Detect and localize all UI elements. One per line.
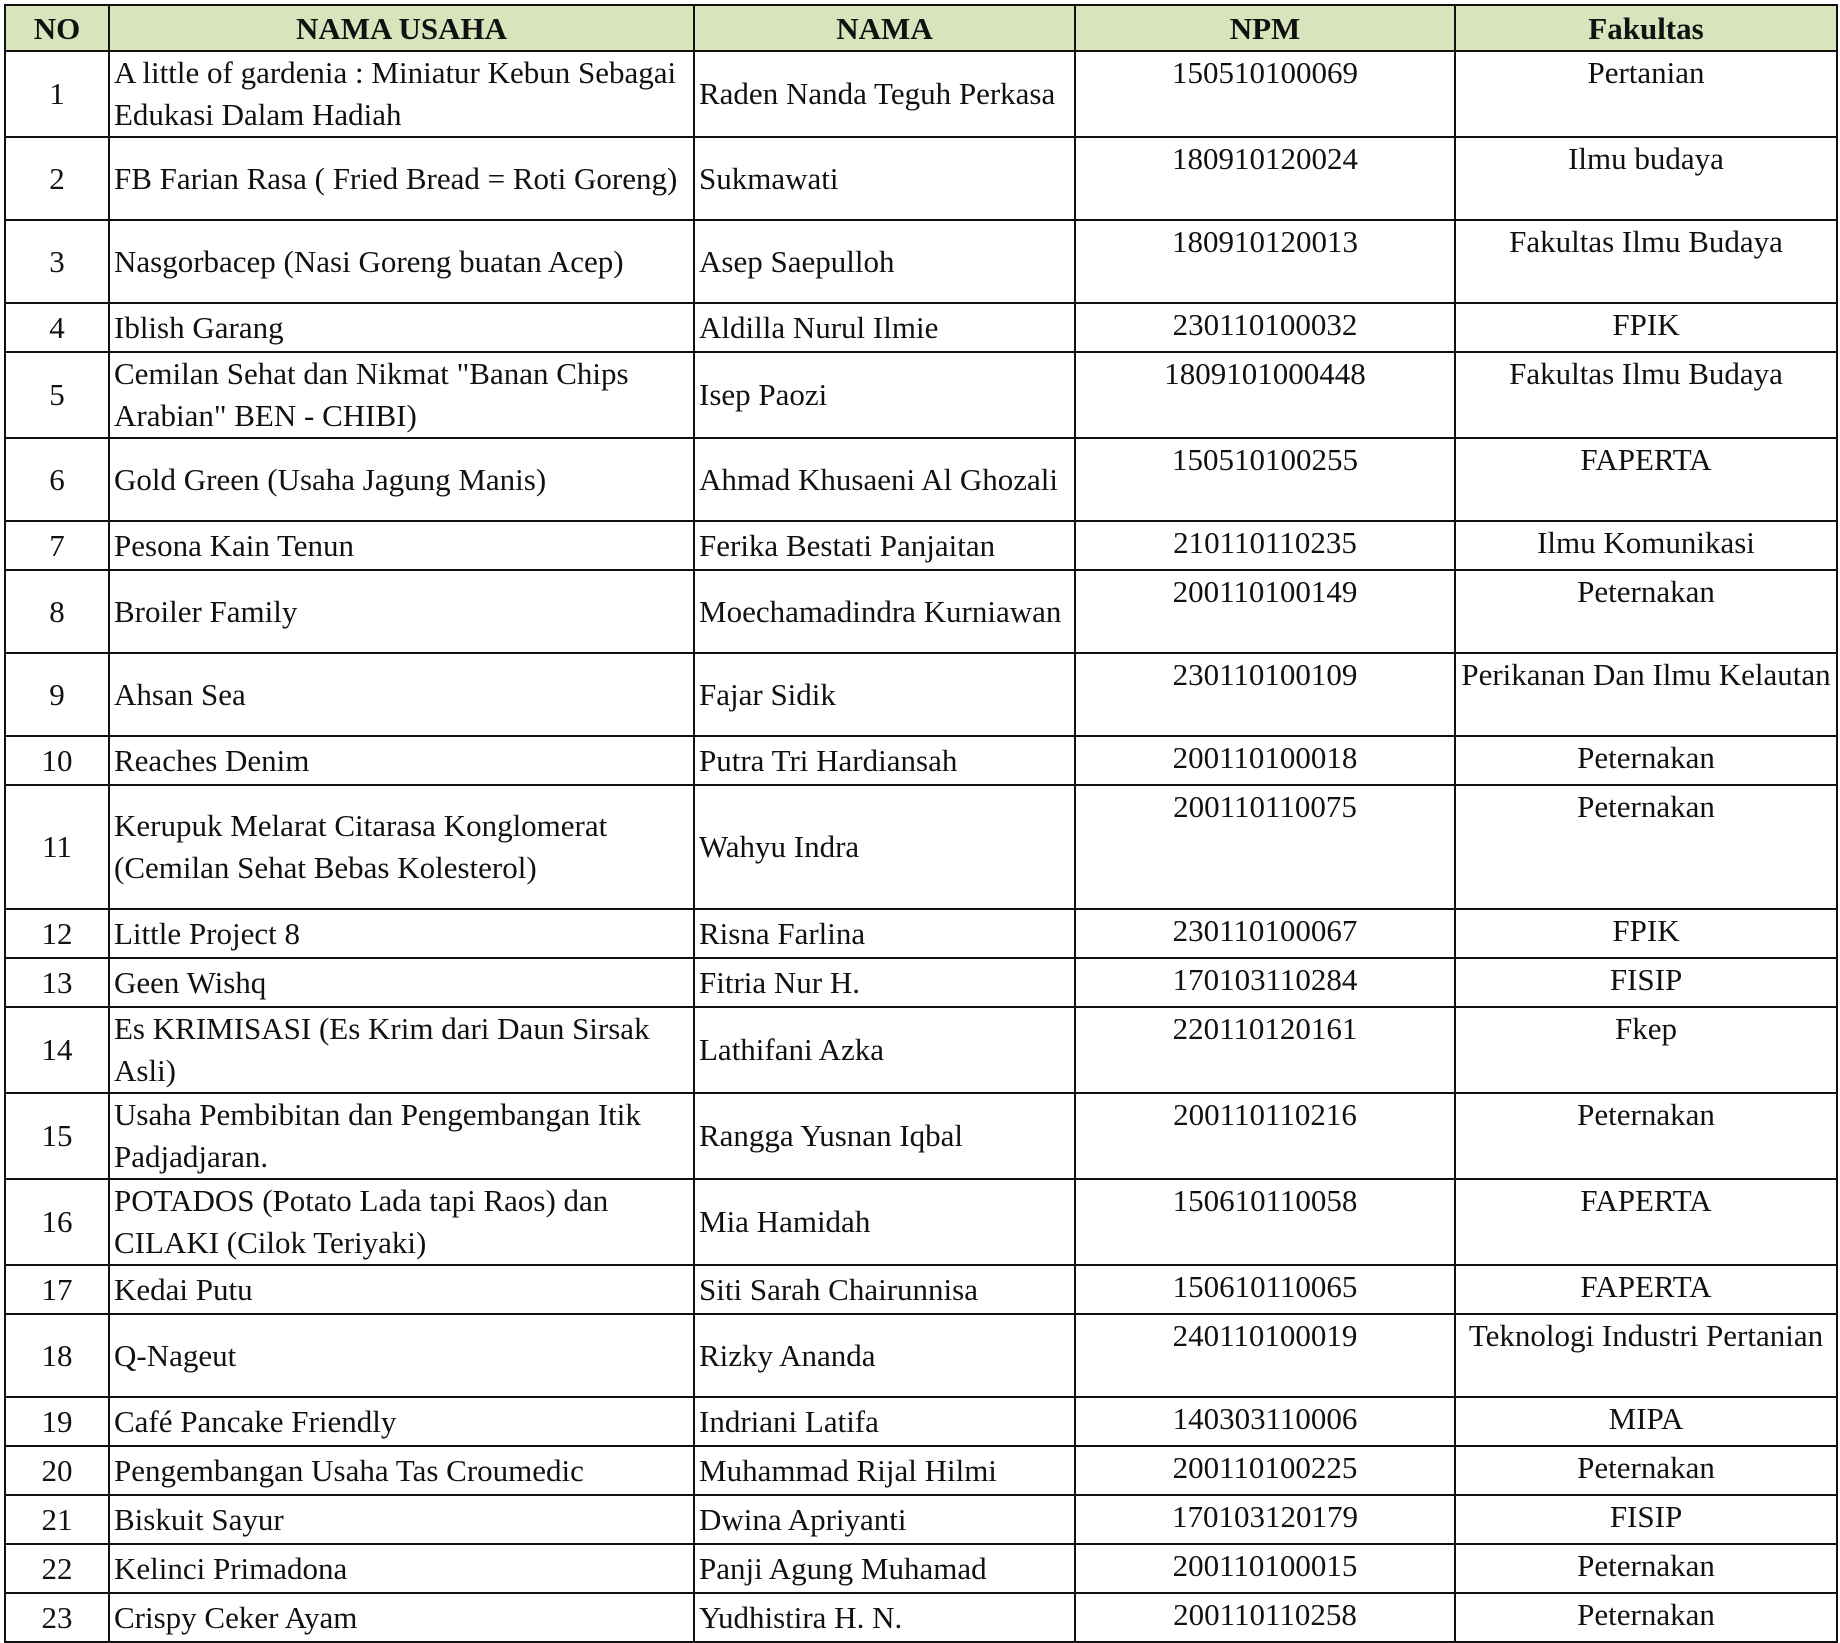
cell-fakultas-text: Fakultas Ilmu Budaya <box>1509 356 1783 391</box>
cell-nama-text: Wahyu Indra <box>699 829 860 864</box>
cell-nama-usaha[interactable] <box>109 438 694 521</box>
cell-nama-usaha-text: Kelinci Primadona <box>114 1550 348 1586</box>
table-row <box>5 1314 1837 1397</box>
cell-nama-usaha[interactable] <box>109 1397 694 1446</box>
cell-no-text: 22 <box>41 1550 73 1586</box>
cell-nama[interactable] <box>694 352 1075 438</box>
cell-nama-usaha[interactable] <box>109 1593 694 1642</box>
table-row <box>5 1265 1837 1314</box>
cell-nama[interactable] <box>694 51 1075 137</box>
cell-nama-usaha[interactable] <box>109 352 694 438</box>
cell-fakultas-text: Peternakan <box>1577 1450 1715 1485</box>
cell-nama-text: Dwina Apriyanti <box>699 1501 907 1537</box>
cell-npm-text: 200110110216 <box>1173 1097 1357 1132</box>
cell-fakultas-text: FPIK <box>1612 913 1680 948</box>
cell-npm[interactable] <box>1075 1314 1455 1397</box>
cell-nama-text: Asep Saepulloh <box>699 243 895 279</box>
cell-no-text: 19 <box>41 1403 73 1439</box>
table-row <box>5 909 1837 958</box>
cell-npm-text: 200110100149 <box>1172 574 1358 609</box>
cell-nama[interactable] <box>694 220 1075 303</box>
cell-nama-text: Fajar Sidik <box>699 676 836 712</box>
cell-nama-usaha[interactable] <box>109 736 694 785</box>
cell-fakultas-text: Peternakan <box>1577 740 1715 775</box>
cell-fakultas-text: FAPERTA <box>1580 442 1712 477</box>
table-row <box>5 352 1837 438</box>
cell-nama-usaha[interactable] <box>109 1007 694 1093</box>
cell-no[interactable] <box>5 570 109 653</box>
table-row <box>5 1007 1837 1093</box>
cell-npm[interactable] <box>1075 785 1455 909</box>
table-row <box>5 303 1837 352</box>
cell-nama-text: Aldilla Nurul Ilmie <box>699 309 939 345</box>
cell-no-text: 13 <box>41 964 73 1000</box>
cell-npm[interactable] <box>1075 1007 1455 1093</box>
cell-no[interactable] <box>5 1093 109 1179</box>
cell-npm[interactable] <box>1075 51 1455 137</box>
cell-nama-text: Risna Farlina <box>699 915 866 951</box>
cell-nama-usaha-text: Biskuit Sayur <box>114 1501 284 1537</box>
cell-fakultas[interactable] <box>1455 1179 1837 1265</box>
table-row <box>5 1093 1837 1179</box>
cell-fakultas[interactable] <box>1455 1397 1837 1446</box>
cell-nama-usaha-text: Nasgorbacep (Nasi Goreng buatan Acep) <box>114 243 624 279</box>
cell-fakultas-text: Fakultas Ilmu Budaya <box>1509 224 1783 259</box>
cell-nama-text: Ferika Bestati Panjaitan <box>699 527 996 563</box>
table-row <box>5 137 1837 220</box>
cell-fakultas-text: MIPA <box>1608 1401 1684 1436</box>
cell-nama[interactable] <box>694 785 1075 909</box>
cell-no[interactable] <box>5 653 109 736</box>
table-row <box>5 1593 1837 1642</box>
cell-fakultas-text: Perikanan Dan Ilmu Kelautan <box>1461 657 1831 692</box>
cell-npm[interactable] <box>1075 1544 1455 1593</box>
cell-nama[interactable] <box>694 653 1075 736</box>
cell-nama-usaha-text: Es KRIMISASI (Es Krim dari Daun Sirsak Asli) <box>114 1011 650 1088</box>
cell-npm-text: 150610110065 <box>1172 1269 1358 1304</box>
cell-fakultas-text: Fkep <box>1615 1011 1677 1046</box>
cell-no[interactable] <box>5 958 109 1007</box>
cell-no[interactable] <box>5 1495 109 1544</box>
cell-no[interactable] <box>5 521 109 570</box>
cell-nama-text: Ahmad Khusaeni Al Ghozali <box>699 461 1059 497</box>
cell-no[interactable] <box>5 1007 109 1093</box>
cell-no[interactable] <box>5 1179 109 1265</box>
cell-nama-usaha-text: Kedai Putu <box>114 1271 253 1307</box>
table-row <box>5 1544 1837 1593</box>
cell-nama-usaha[interactable] <box>109 220 694 303</box>
cell-nama[interactable] <box>694 570 1075 653</box>
cell-nama-usaha[interactable] <box>109 1093 694 1179</box>
cell-fakultas-text: FISIP <box>1609 962 1683 997</box>
cell-fakultas[interactable] <box>1455 1007 1837 1093</box>
cell-nama-usaha-text: Iblish Garang <box>114 309 284 345</box>
cell-no-text: 21 <box>41 1501 73 1537</box>
cell-no-text: 14 <box>41 1032 73 1067</box>
cell-fakultas-text: Peternakan <box>1577 1597 1715 1632</box>
cell-nama-usaha[interactable] <box>109 958 694 1007</box>
header-no[interactable]: NO <box>5 5 109 51</box>
cell-npm[interactable] <box>1075 653 1455 736</box>
table-row <box>5 653 1837 736</box>
cell-fakultas[interactable] <box>1455 51 1837 137</box>
cell-nama[interactable] <box>694 1495 1075 1544</box>
cell-npm-text: 200110100018 <box>1172 740 1358 775</box>
cell-no-text: 10 <box>41 742 73 778</box>
cell-fakultas-text: Peternakan <box>1577 1097 1715 1132</box>
table-row <box>5 1397 1837 1446</box>
cell-npm-text: 180910120013 <box>1172 224 1358 259</box>
cell-npm[interactable] <box>1075 958 1455 1007</box>
cell-no-text: 18 <box>41 1337 73 1373</box>
cell-nama-text: Putra Tri Hardiansah <box>699 742 958 778</box>
table-row <box>5 570 1837 653</box>
cell-no-text: 8 <box>49 593 65 629</box>
cell-nama-usaha[interactable] <box>109 1314 694 1397</box>
cell-nama[interactable] <box>694 736 1075 785</box>
cell-fakultas[interactable] <box>1455 220 1837 303</box>
cell-nama-usaha[interactable] <box>109 1179 694 1265</box>
cell-nama-text: Indriani Latifa <box>699 1403 879 1439</box>
cell-nama-usaha[interactable] <box>109 137 694 220</box>
cell-npm-text: 230110100109 <box>1172 657 1358 692</box>
cell-nama[interactable] <box>694 1093 1075 1179</box>
cell-nama[interactable] <box>694 137 1075 220</box>
cell-nama-usaha[interactable] <box>109 785 694 909</box>
cell-nama-text: Yudhistira H. N. <box>699 1599 903 1635</box>
header-fakultas[interactable]: Fakultas <box>1455 5 1837 51</box>
cell-nama-usaha-text: Gold Green (Usaha Jagung Manis) <box>114 461 547 497</box>
cell-no-text: 4 <box>49 309 65 345</box>
cell-nama-usaha-text: Little Project 8 <box>114 915 300 951</box>
cell-nama-usaha[interactable] <box>109 570 694 653</box>
cell-nama-text: Fitria Nur H. <box>699 964 861 1000</box>
cell-npm[interactable] <box>1075 1593 1455 1642</box>
cell-no[interactable] <box>5 785 109 909</box>
cell-nama-text: Moechamadindra Kurniawan <box>699 593 1062 629</box>
cell-nama-usaha[interactable] <box>109 1446 694 1495</box>
cell-npm[interactable] <box>1075 1495 1455 1544</box>
cell-npm-text: 200110110075 <box>1173 789 1357 824</box>
cell-no-text: 11 <box>42 829 72 864</box>
cell-npm[interactable] <box>1075 909 1455 958</box>
header-npm[interactable]: NPM <box>1075 5 1455 51</box>
cell-fakultas[interactable] <box>1455 303 1837 352</box>
cell-fakultas-text: Peternakan <box>1577 574 1715 609</box>
cell-nama-usaha-text: Cemilan Sehat dan Nikmat "Banan Chips Arabian" BEN - CHIBI) <box>114 356 629 433</box>
cell-nama[interactable] <box>694 303 1075 352</box>
cell-nama[interactable] <box>694 1179 1075 1265</box>
header-row <box>5 5 1837 51</box>
cell-fakultas[interactable] <box>1455 137 1837 220</box>
cell-fakultas-text: Ilmu Komunikasi <box>1537 525 1755 560</box>
cell-no-text: 23 <box>41 1599 73 1635</box>
cell-nama[interactable] <box>694 1314 1075 1397</box>
cell-npm-text: 210110110235 <box>1173 525 1357 560</box>
cell-npm[interactable] <box>1075 570 1455 653</box>
cell-npm-text: 140303110006 <box>1172 1401 1358 1436</box>
header-nama[interactable]: NAMA <box>694 5 1075 51</box>
cell-npm[interactable] <box>1075 1397 1455 1446</box>
cell-no[interactable] <box>5 1446 109 1495</box>
cell-nama-text: Isep Paozi <box>699 377 828 412</box>
cell-nama-text: Panji Agung Muhamad <box>699 1550 987 1586</box>
cell-nama[interactable] <box>694 1544 1075 1593</box>
cell-nama-text: Rangga Yusnan Iqbal <box>699 1118 964 1153</box>
cell-nama[interactable] <box>694 438 1075 521</box>
cell-fakultas[interactable] <box>1455 1093 1837 1179</box>
cell-nama-text: Siti Sarah Chairunnisa <box>699 1271 978 1307</box>
cell-no[interactable] <box>5 438 109 521</box>
cell-nama-text: Raden Nanda Teguh Perkasa <box>699 76 1056 111</box>
cell-nama-text: Rizky Ananda <box>699 1337 876 1373</box>
cell-no[interactable] <box>5 1544 109 1593</box>
cell-npm[interactable] <box>1075 220 1455 303</box>
cell-nama[interactable] <box>694 1397 1075 1446</box>
cell-npm[interactable] <box>1075 1093 1455 1179</box>
cell-nama[interactable] <box>694 909 1075 958</box>
cell-fakultas[interactable] <box>1455 570 1837 653</box>
cell-npm[interactable] <box>1075 1446 1455 1495</box>
cell-nama-usaha[interactable] <box>109 51 694 137</box>
cell-nama-usaha[interactable] <box>109 1265 694 1314</box>
cell-no-text: 17 <box>41 1271 73 1307</box>
cell-nama[interactable] <box>694 1007 1075 1093</box>
cell-nama-text: Sukmawati <box>699 160 839 196</box>
cell-npm[interactable] <box>1075 438 1455 521</box>
cell-npm-text: 200110110258 <box>1173 1597 1357 1632</box>
cell-fakultas-text: Pertanian <box>1587 55 1705 90</box>
cell-nama-text: Mia Hamidah <box>699 1204 871 1239</box>
cell-nama[interactable] <box>694 1593 1075 1642</box>
cell-no-text: 7 <box>49 527 65 563</box>
cell-fakultas[interactable] <box>1455 958 1837 1007</box>
cell-fakultas[interactable] <box>1455 653 1837 736</box>
cell-npm-text: 230110100032 <box>1172 307 1358 342</box>
cell-no[interactable] <box>5 1314 109 1397</box>
cell-no[interactable] <box>5 736 109 785</box>
cell-nama[interactable] <box>694 958 1075 1007</box>
cell-no-text: 5 <box>49 377 65 412</box>
cell-fakultas-text: Teknologi Industri Pertanian <box>1468 1318 1824 1353</box>
cell-fakultas[interactable] <box>1455 438 1837 521</box>
table-row <box>5 1179 1837 1265</box>
cell-nama-usaha-text: Ahsan Sea <box>114 676 246 712</box>
cell-nama-usaha-text: Geen Wishq <box>114 964 267 1000</box>
cell-no-text: 20 <box>41 1452 73 1488</box>
cell-no[interactable] <box>5 1265 109 1314</box>
cell-fakultas[interactable] <box>1455 909 1837 958</box>
table-row <box>5 958 1837 1007</box>
cell-npm[interactable] <box>1075 1265 1455 1314</box>
cell-fakultas[interactable] <box>1455 736 1837 785</box>
cell-fakultas-text: FAPERTA <box>1580 1183 1712 1218</box>
cell-nama[interactable] <box>694 521 1075 570</box>
cell-fakultas[interactable] <box>1455 1265 1837 1314</box>
cell-no-text: 16 <box>41 1204 73 1239</box>
cell-fakultas[interactable] <box>1455 1495 1837 1544</box>
cell-fakultas[interactable] <box>1455 1314 1837 1397</box>
cell-fakultas-text: Ilmu budaya <box>1568 141 1724 176</box>
cell-npm-text: 200110100015 <box>1172 1548 1358 1583</box>
cell-npm-text: 180910120024 <box>1172 141 1358 176</box>
table-row <box>5 1495 1837 1544</box>
table-row <box>5 785 1837 909</box>
cell-no-text: 3 <box>49 243 65 279</box>
cell-nama-usaha[interactable] <box>109 303 694 352</box>
cell-fakultas-text: FISIP <box>1609 1499 1683 1534</box>
cell-nama-usaha-text: Café Pancake Friendly <box>114 1403 397 1439</box>
cell-npm-text: 200110100225 <box>1172 1450 1358 1485</box>
cell-nama-usaha[interactable] <box>109 1495 694 1544</box>
header-nama-usaha[interactable]: NAMA USAHA <box>109 5 694 51</box>
cell-npm-text: 150510100069 <box>1172 55 1358 90</box>
cell-no[interactable] <box>5 352 109 438</box>
cell-npm-text: 220110120161 <box>1172 1011 1358 1046</box>
cell-no[interactable] <box>5 303 109 352</box>
cell-nama-usaha[interactable] <box>109 521 694 570</box>
cell-no[interactable] <box>5 1397 109 1446</box>
cell-no[interactable] <box>5 220 109 303</box>
cell-fakultas-text: Peternakan <box>1577 1548 1715 1583</box>
cell-no[interactable] <box>5 51 109 137</box>
table-row <box>5 438 1837 521</box>
cell-fakultas[interactable] <box>1455 785 1837 909</box>
cell-nama-usaha-text: A little of gardenia : Miniatur Kebun Sebagai Edukasi Dalam Hadiah <box>114 55 677 132</box>
cell-fakultas-text: FAPERTA <box>1580 1269 1712 1304</box>
cell-fakultas[interactable] <box>1455 1544 1837 1593</box>
cell-no[interactable] <box>5 137 109 220</box>
cell-fakultas-text: FPIK <box>1612 307 1680 342</box>
cell-npm[interactable] <box>1075 736 1455 785</box>
business-table <box>4 4 1838 1643</box>
cell-npm-text: 1809101000448 <box>1164 356 1366 391</box>
table-row <box>5 1446 1837 1495</box>
cell-npm[interactable] <box>1075 1179 1455 1265</box>
cell-nama[interactable] <box>694 1446 1075 1495</box>
table-row <box>5 736 1837 785</box>
cell-no-text: 9 <box>49 676 65 712</box>
cell-fakultas-text: Peternakan <box>1577 789 1715 824</box>
cell-nama-usaha[interactable] <box>109 1544 694 1593</box>
cell-no-text: 2 <box>49 160 65 196</box>
cell-no-text: 12 <box>41 915 73 951</box>
cell-nama-usaha-text: Reaches Denim <box>114 742 310 778</box>
cell-fakultas[interactable] <box>1455 521 1837 570</box>
cell-npm-text: 150610110058 <box>1172 1183 1358 1218</box>
cell-npm-text: 170103120179 <box>1172 1499 1358 1534</box>
cell-nama-usaha-text: FB Farian Rasa ( Fried Bread = Roti Goreng) <box>114 160 678 196</box>
cell-fakultas[interactable] <box>1455 352 1837 438</box>
cell-npm[interactable] <box>1075 303 1455 352</box>
cell-npm-text: 230110100067 <box>1172 913 1358 948</box>
cell-nama-usaha-text: Kerupuk Melarat Citarasa Konglomerat (Cemilan Sehat Bebas Kolesterol) <box>114 808 608 885</box>
cell-nama[interactable] <box>694 1265 1075 1314</box>
cell-nama-usaha-text: POTADOS (Potato Lada tapi Raos) dan CILAKI (Cilok Teriyaki) <box>114 1183 609 1260</box>
cell-nama-usaha-text: Q-Nageut <box>114 1337 237 1373</box>
cell-no[interactable] <box>5 909 109 958</box>
cell-npm-text: 170103110284 <box>1172 962 1358 997</box>
cell-fakultas[interactable] <box>1455 1593 1837 1642</box>
cell-nama-usaha-text: Usaha Pembibitan dan Pengembangan Itik Padjadjaran. <box>114 1097 641 1174</box>
cell-npm[interactable] <box>1075 521 1455 570</box>
table-row <box>5 51 1837 137</box>
cell-npm[interactable] <box>1075 352 1455 438</box>
cell-nama-usaha[interactable] <box>109 909 694 958</box>
cell-nama-usaha[interactable] <box>109 653 694 736</box>
cell-nama-usaha-text: Pesona Kain Tenun <box>114 527 355 563</box>
cell-nama-text: Lathifani Azka <box>699 1032 885 1067</box>
cell-no[interactable] <box>5 1593 109 1642</box>
cell-no-text: 15 <box>41 1118 73 1153</box>
cell-nama-usaha-text: Crispy Ceker Ayam <box>114 1599 358 1635</box>
cell-nama-text: Muhammad Rijal Hilmi <box>699 1452 997 1488</box>
cell-no-text: 6 <box>49 461 65 497</box>
cell-npm-text: 240110100019 <box>1172 1318 1358 1353</box>
table-row <box>5 521 1837 570</box>
table-row <box>5 220 1837 303</box>
cell-nama-usaha-text: Broiler Family <box>114 593 298 629</box>
cell-fakultas[interactable] <box>1455 1446 1837 1495</box>
cell-npm-text: 150510100255 <box>1172 442 1358 477</box>
cell-no-text: 1 <box>49 76 65 111</box>
cell-nama-usaha-text: Pengembangan Usaha Tas Croumedic <box>114 1452 584 1488</box>
cell-npm[interactable] <box>1075 137 1455 220</box>
